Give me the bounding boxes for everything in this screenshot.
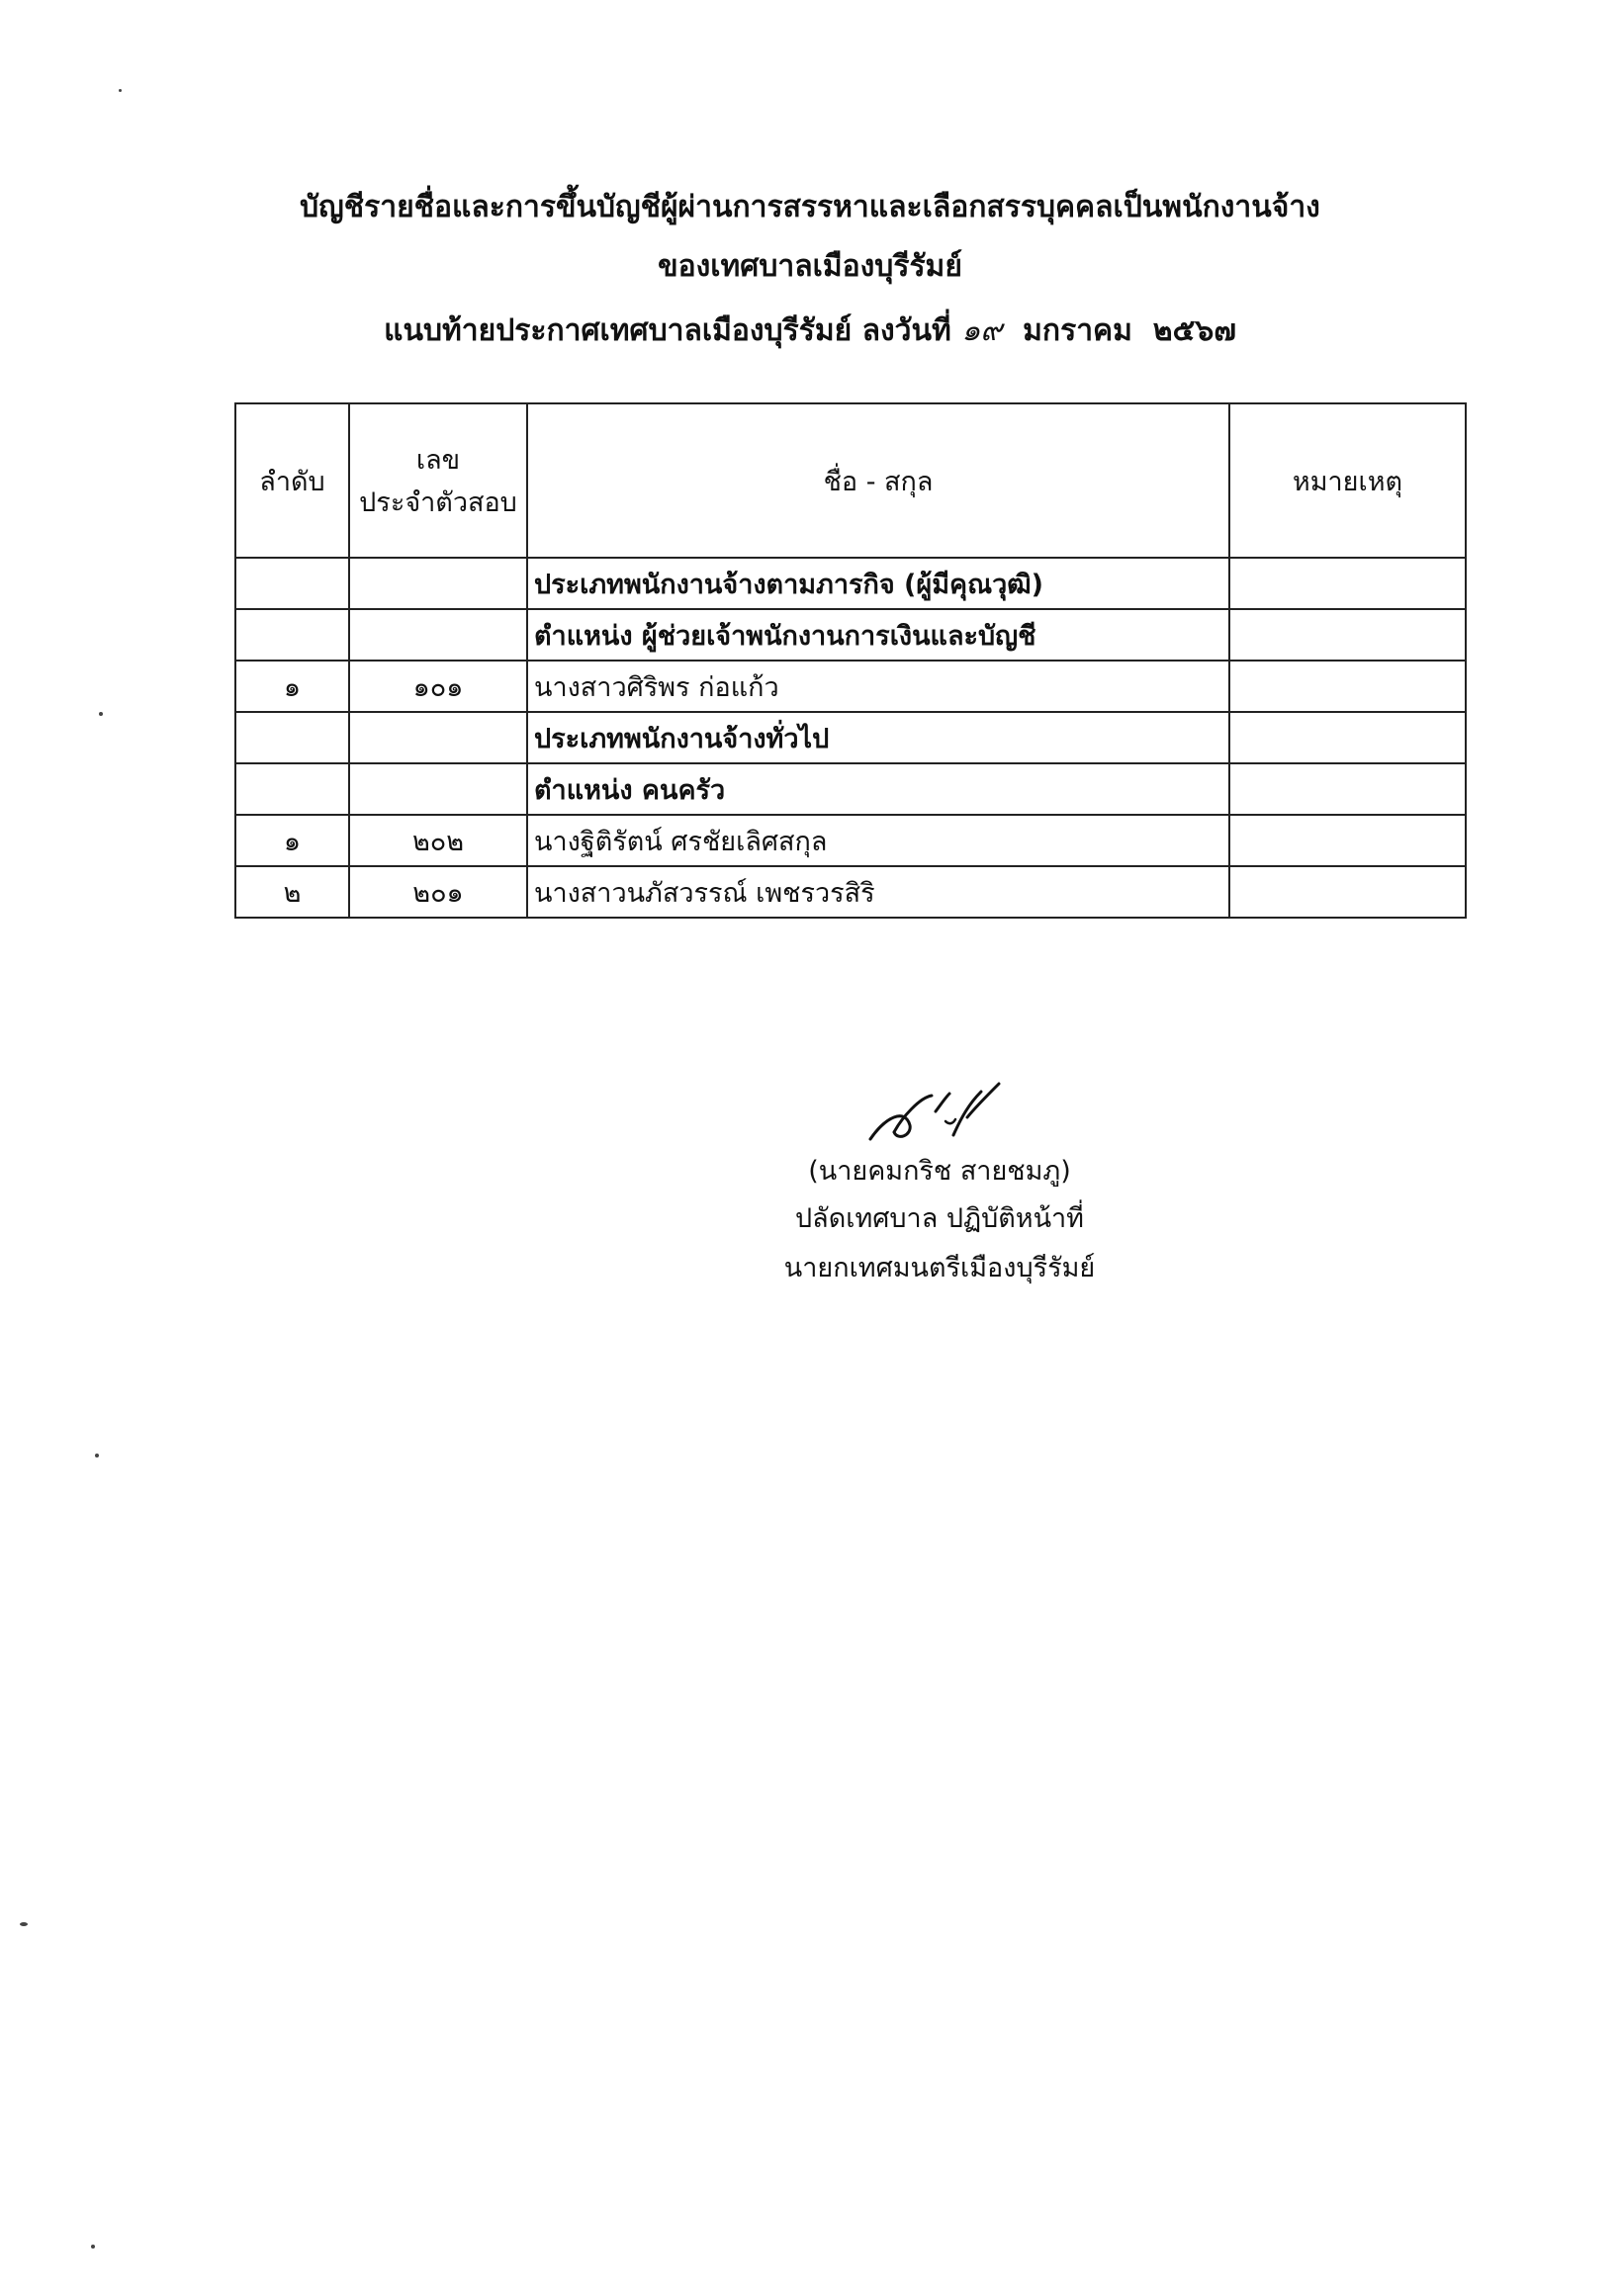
handwritten-signature (851, 1078, 1029, 1157)
scan-speck (95, 1454, 99, 1457)
table-row (235, 661, 1466, 712)
header-order: ลำดับ (235, 403, 349, 558)
signer-position-line-1: ปลัดเทศบาล ปฏิบัติหน้าที่ (795, 1203, 1084, 1234)
header-exam-id (349, 403, 527, 558)
cell-remark (1229, 661, 1466, 712)
cell-order (235, 763, 349, 815)
scan-speck (119, 89, 122, 92)
header-remark: หมายเหตุ (1229, 403, 1466, 558)
cell-exam-id (349, 763, 527, 815)
table-row (235, 815, 1466, 866)
title-date-year: ๒๕๖๗ (1152, 313, 1236, 348)
cell-remark (1229, 866, 1466, 918)
title-date-month: มกราคม (1023, 313, 1132, 348)
cell-exam-id: ๑๐๑ (349, 661, 527, 712)
cell-exam-id (349, 558, 527, 609)
cell-order: ๑ (235, 661, 349, 712)
cell-name: นางสาวศิริพร ก่อแก้ว (527, 661, 1229, 712)
title-line-2: ของเทศบาลเมืองบุรีรัมย์ (658, 249, 962, 284)
cell-name: ตำแหน่ง ผู้ช่วยเจ้าพนักงานการเงินและบัญชี (527, 609, 1229, 661)
cell-exam-id (349, 609, 527, 661)
cell-name: ตำแหน่ง คนครัว (527, 763, 1229, 815)
signature-block (643, 1078, 1236, 1283)
table-row (235, 609, 1466, 661)
table-row (235, 866, 1466, 918)
cell-name: นางสาวนภัสวรรณ์ เพชรวรสิริ (527, 866, 1229, 918)
cell-remark (1229, 609, 1466, 661)
cell-name: ประเภทพนักงานจ้างทั่วไป (527, 712, 1229, 763)
table-row (235, 712, 1466, 763)
scan-speck (91, 2245, 95, 2249)
cell-name: นางฐิติรัตน์ ศรชัยเลิศสกุล (527, 815, 1229, 866)
table-row (235, 763, 1466, 815)
cell-exam-id: ๒๐๒ (349, 815, 527, 866)
cell-order: ๒ (235, 866, 349, 918)
title-line-1: บัญชีรายชื่อและการขึ้นบัญชีผู้ผ่านการสรรหาและเลือกสรรบุคคลเป็นพนักงานจ้าง (300, 190, 1320, 224)
cell-remark (1229, 815, 1466, 866)
cell-order (235, 712, 349, 763)
header-exam-id-line2: ประจำตัวสอบ (359, 487, 517, 518)
candidate-list-table (234, 402, 1467, 919)
cell-exam-id (349, 712, 527, 763)
scan-speck (99, 712, 103, 716)
cell-name: ประเภทพนักงานจ้างตามภารกิจ (ผู้มีคุณวุฒิ) (527, 558, 1229, 609)
table-header-row (235, 403, 1466, 558)
cell-remark (1229, 712, 1466, 763)
table-row (235, 558, 1466, 609)
title-line-3 (0, 313, 1620, 348)
cell-order (235, 558, 349, 609)
cell-remark (1229, 558, 1466, 609)
cell-order (235, 609, 349, 661)
scan-speck (20, 1922, 28, 1926)
signer-name: (นายคมกริช สายชมภู) (808, 1156, 1071, 1187)
header-name: ชื่อ - สกุล (527, 403, 1229, 558)
cell-remark (1229, 763, 1466, 815)
signer-position-line-2: นายกเทศมนตรีเมืองบุรีรัมย์ (783, 1253, 1096, 1283)
cell-exam-id: ๒๐๑ (349, 866, 527, 918)
title-date-day: ๑๙ (961, 313, 1003, 348)
header-exam-id-line1: เลข (415, 445, 461, 476)
title-date-prefix: แนบท้ายประกาศเทศบาลเมืองบุรีรัมย์ ลงวันที่ (384, 313, 951, 348)
cell-order: ๑ (235, 815, 349, 866)
